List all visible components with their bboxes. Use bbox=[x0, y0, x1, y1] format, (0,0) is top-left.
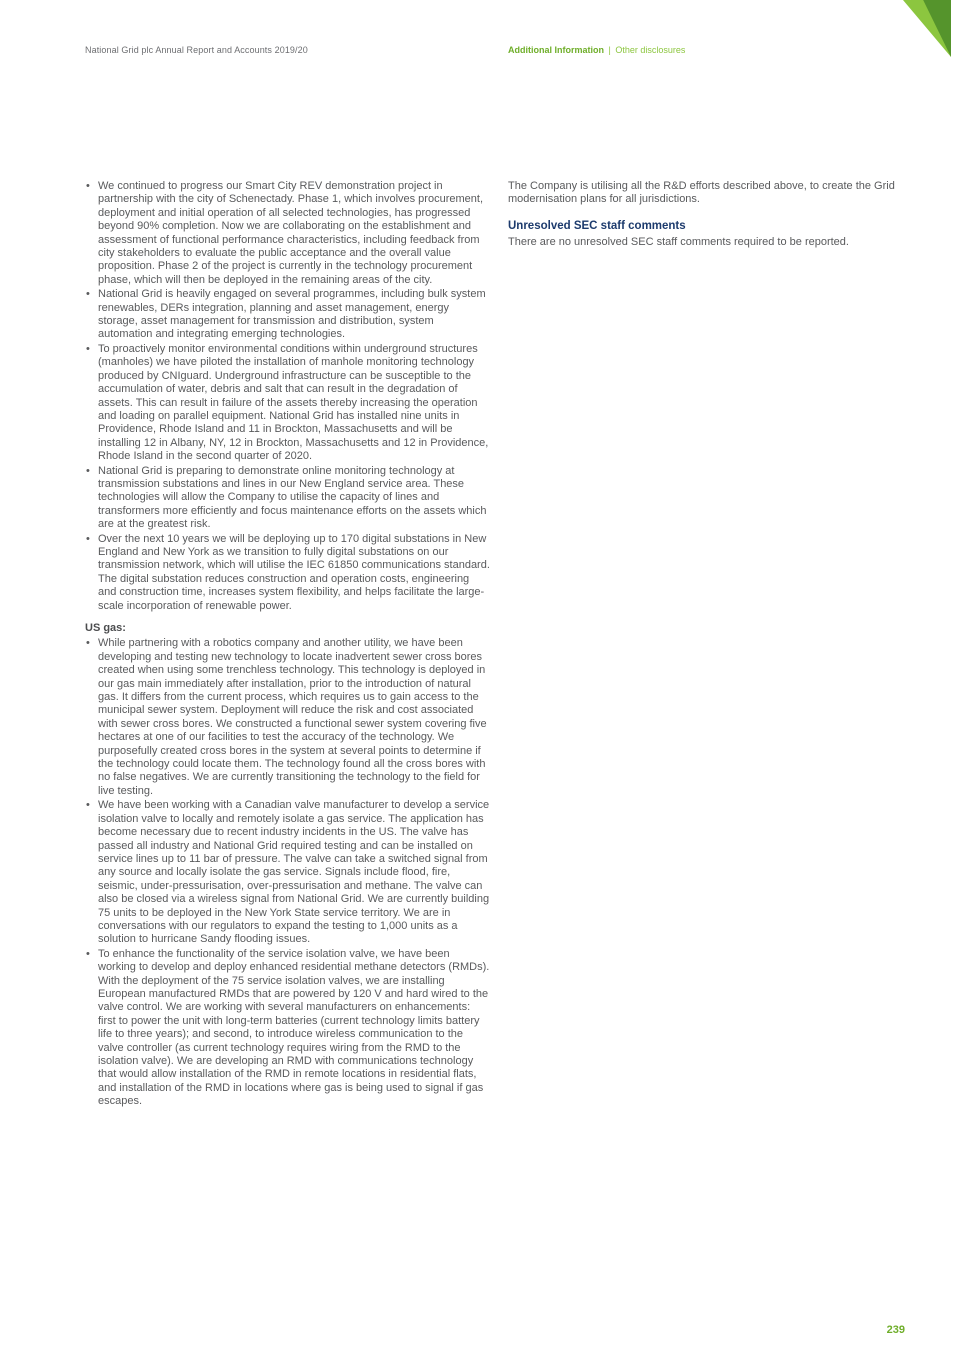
bullet-item: • We continued to progress our Smart City REV demonstration project in partnership with the city of Schenectady. Phase 1, which involves procurement, deployment and initial operation of all selected technologies, has progressed beyond 90% completion. Now we are collaborating on the establishment and assessment of functional performance characteristics, including feedback from city stakeholders to evaluate the public acceptance and the overall value proposition. Phase 2 of the project is currently in the technology procurement phase, which will then be deployed in the remaining areas of the city. bbox=[85, 180, 490, 287]
bullet-item: • National Grid is heavily engaged on several programmes, including bulk system renewables, DERs integration, planning and asset management, energy storage, asset management for transmission and distribution, system automation and integrating emerging technologies. bbox=[85, 288, 490, 342]
bullet-item: • National Grid is preparing to demonstrate online monitoring technology at transmission substations and lines in our New England service area. These technologies will allow the Company to utilise the capacity of lines and transformers more efficiently and focus maintenance efforts on the assets which are at the greatest risk. bbox=[85, 465, 490, 532]
unresolved-sec-heading: Unresolved SEC staff comments bbox=[508, 219, 686, 232]
page-number: 239 bbox=[886, 1324, 905, 1336]
bullet-item: • We have been working with a Canadian valve manufacturer to develop a service isolation valve to locally and remotely isolate a gas service. The application has become necessary due to recent industry incidents in the US. The valve has passed all industry and National Grid required testing and can be installed on service lines up to 11 bar of pressure. The valve can take a switched signal from any source and locally isolate the gas service. Signals include flood, fire, seismic, under-pressurisation, over-pressurisation and methane. The valve can also be closed via a wireless signal from National Grid. We are currently building 75 units to be deployed in the New York State service territory. We are in conversations with our regulators to expand the testing to 1,000 units as a solution to hurricane Sandy flooding issues. bbox=[85, 799, 490, 946]
report-title-runner: National Grid plc Annual Report and Accounts 2019/20 bbox=[85, 45, 308, 55]
us-gas-bullet-list bbox=[85, 637, 490, 1108]
section-runner bbox=[508, 45, 685, 55]
bullet-item: • Over the next 10 years we will be deploying up to 170 digital substations in New England and New York as we transition to fully digital substations on our transmission network, which will utilise the IEC 61850 communications standard. The digital substation reduces construction and operation costs, engineering and construction time, increases system flexibility, and helps facilitate the large-scale incorporation of renewable power. bbox=[85, 533, 490, 613]
left-bullet-list-top bbox=[85, 180, 490, 613]
right-column bbox=[508, 180, 904, 250]
rd-summary-paragraph: The Company is utilising all the R&D efforts described above, to create the Grid modernisation plans for all jurisdictions. bbox=[508, 180, 895, 206]
bullet-item: • While partnering with a robotics company and another utility, we have been developing and testing new technology to locate inadvertent sewer cross bores created when using some trenchless technology. This technology is deployed in our gas main immediately after installation, prior to the introduction of natural gas. It differs from the current process, which requires us to gain access to the municipal sewer system. Deployment will reduce the risk and cost associated with sewer cross bores. We constructed a functional sewer system covering five hectares at one of our facilities to test the accuracy of the technology. We purposefully created cross bores in the system at several points to determine if the technology could locate them. The technology found all the cross bores with no false negatives. We are currently transitioning the technology to the field for live testing. bbox=[85, 637, 490, 798]
section-separator: | bbox=[608, 45, 611, 55]
corner-flag-decoration bbox=[903, 0, 951, 57]
us-gas-heading: US gas: bbox=[85, 622, 126, 634]
bullet-item: • To enhance the functionality of the service isolation valve, we have been working to develop and deploy enhanced residential methane detectors (RMDs). With the deployment of the 75 service isolation valves, we are installing European manufactured RMDs that are powered by 120 V and hard wired to the valve control. We are working with several manufacturers on enhancements: first to power the unit with long-term batteries (current technology limits battery life to three years); and second, to introduce wireless communication to the valve controller (as current technology requires wiring from the RMD to the isolation valve). We are developing an RMD with communications technology that would allow installation of the RMD in remote locations in residential flats, and installation of the RMD in locations where gas is being used to signal if gas escapes. bbox=[85, 948, 490, 1109]
left-column bbox=[85, 180, 490, 1110]
section-name: Additional Information bbox=[508, 45, 604, 55]
subsection-name: Other disclosures bbox=[615, 45, 686, 55]
bullet-item: • To proactively monitor environmental conditions within underground structures (manholes) we have piloted the installation of manhole monitoring technology produced by CNIguard. Underground infrastructure can be susceptible to the accumulation of water, debris and salt that can result in the degradation of assets. This can result in failure of the assets thereby increasing the operation and loading on parallel equipment. National Grid has installed nine units in Providence, Rhode Island and 11 in Brockton, Massachusetts and will be installing 12 in Albany, NY, 12 in Brockton, Massachusetts and 12 in Providence, Rhode Island in the second quarter of 2020. bbox=[85, 343, 490, 464]
unresolved-sec-body: There are no unresolved SEC staff comments required to be reported. bbox=[508, 236, 849, 249]
